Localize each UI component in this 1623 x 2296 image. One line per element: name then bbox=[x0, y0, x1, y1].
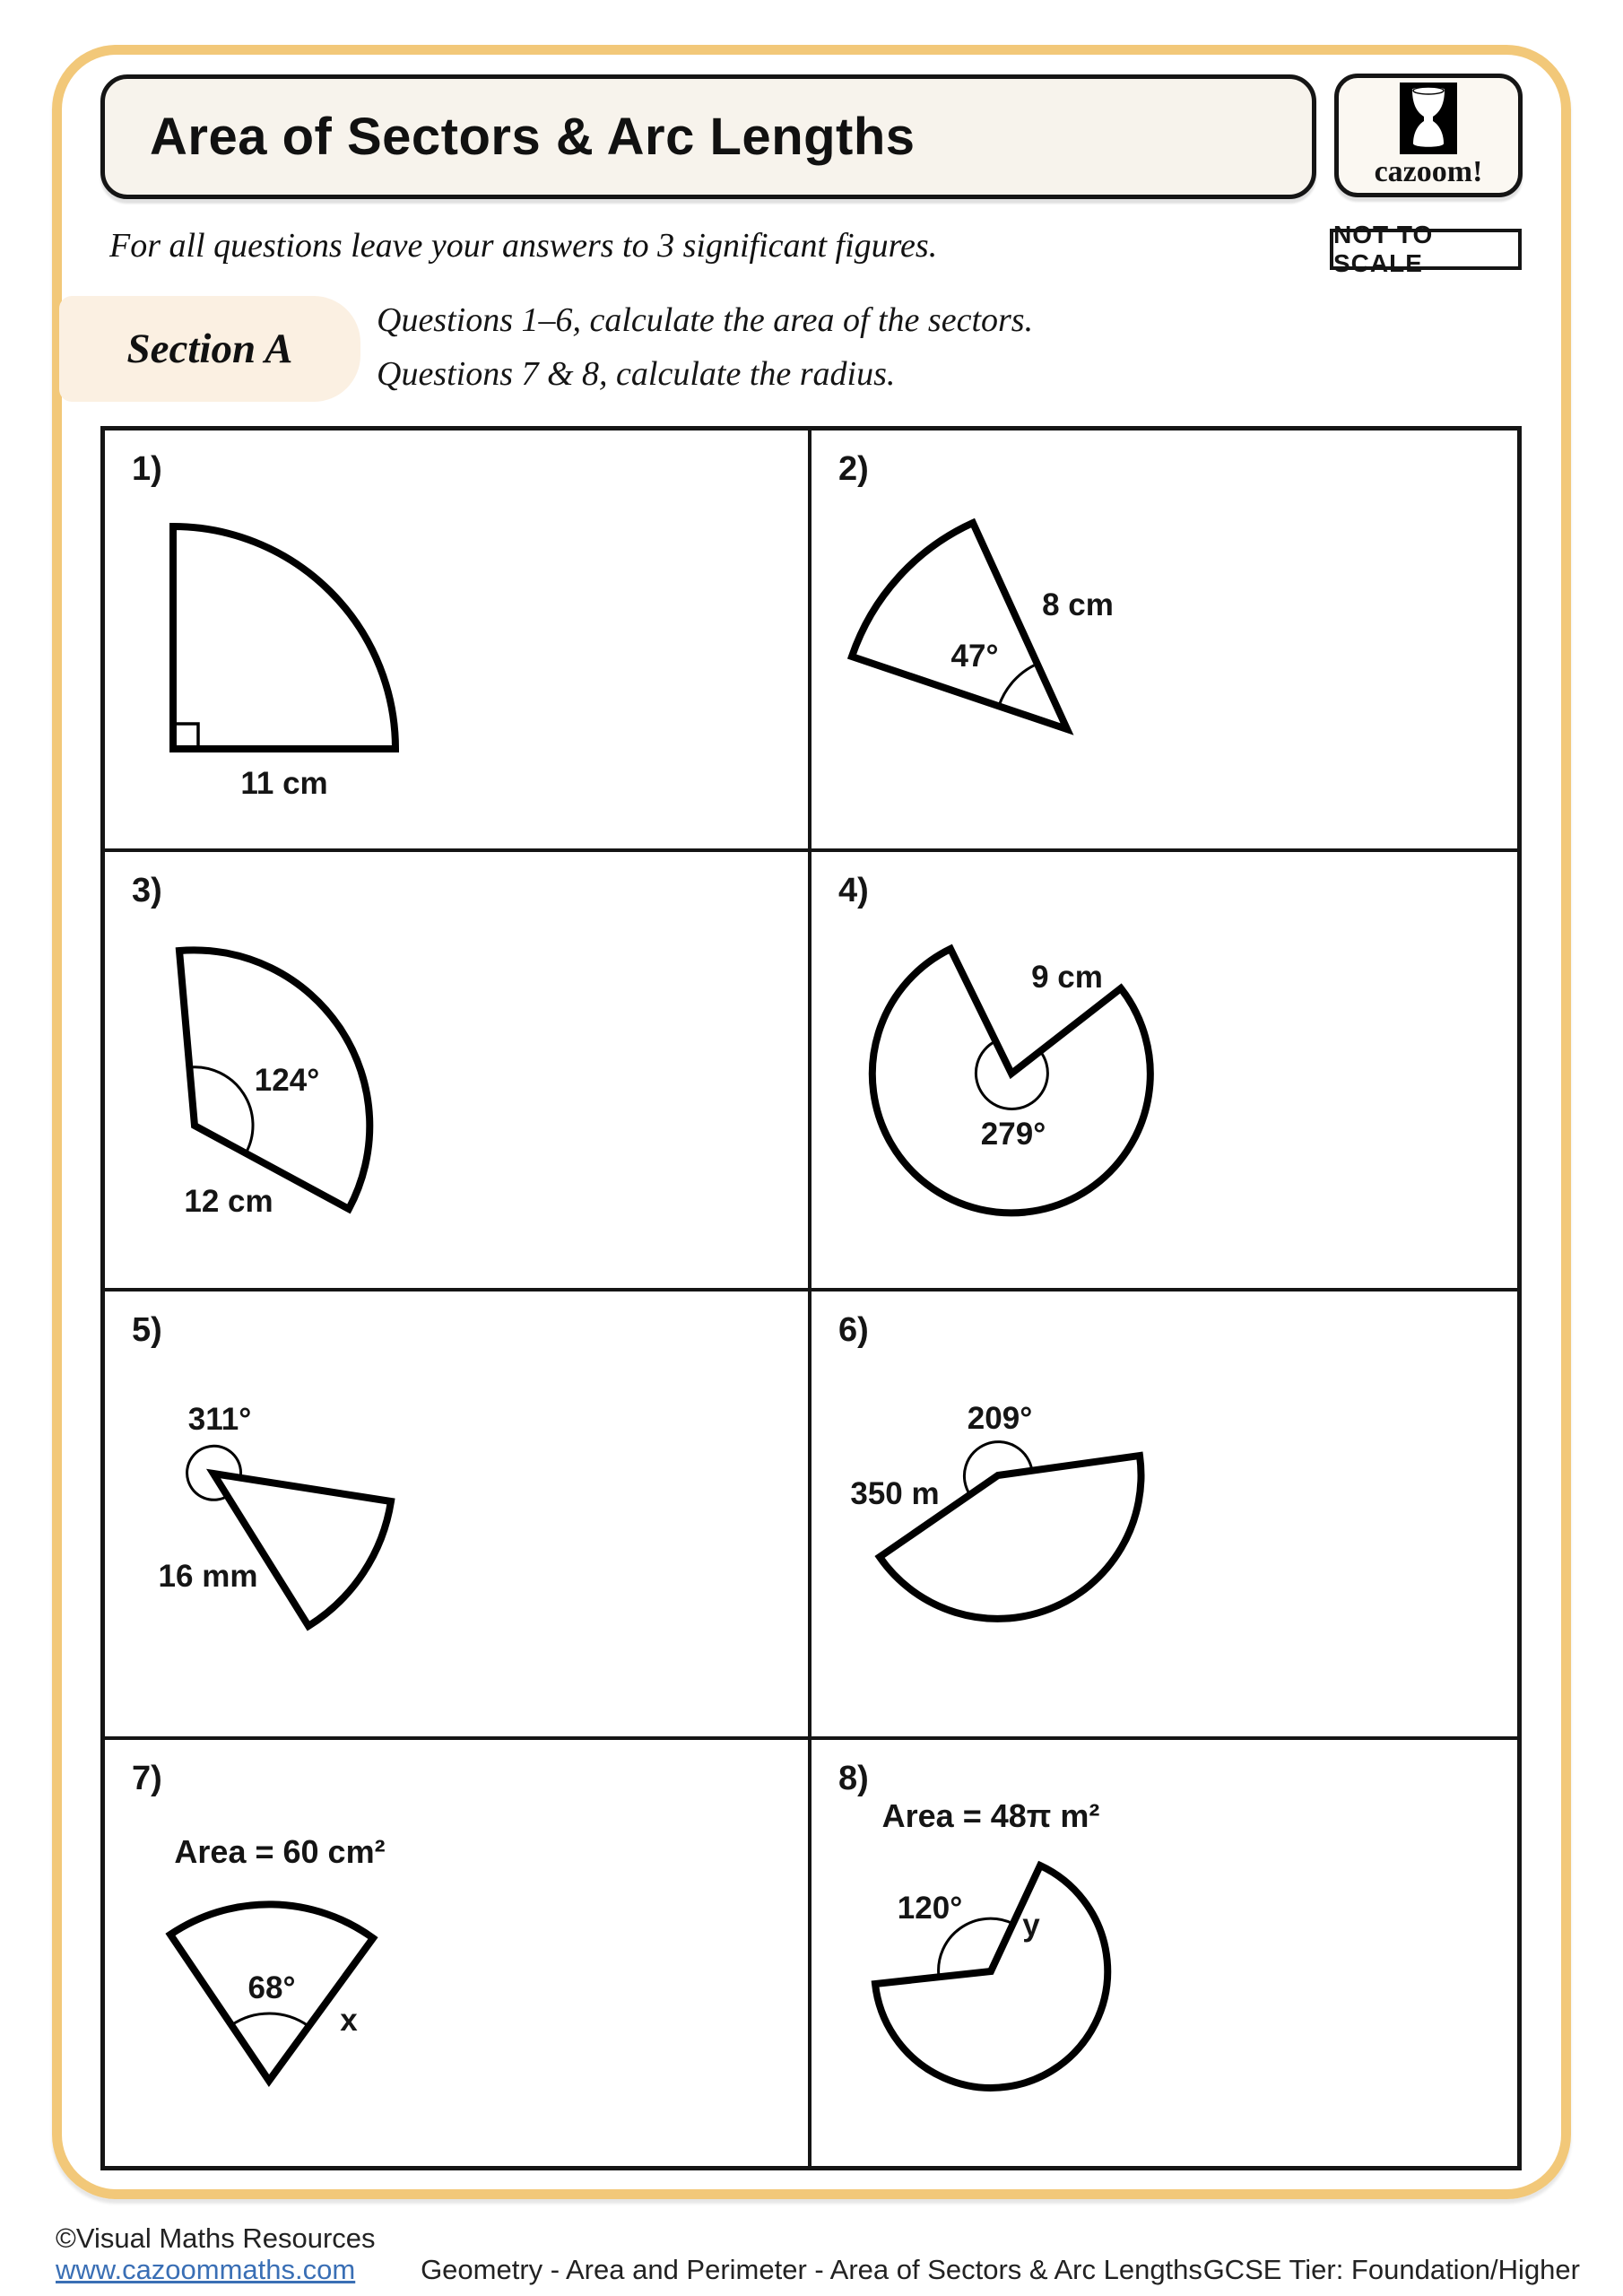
sector-diagram-311deg bbox=[105, 1292, 812, 1740]
page-title: Area of Sectors & Arc Lengths bbox=[150, 108, 916, 166]
logo-wordmark: cazoom! bbox=[1374, 154, 1483, 188]
question-number-6: 6) bbox=[838, 1311, 869, 1349]
title-box bbox=[100, 74, 1316, 199]
question-number-3: 3) bbox=[132, 872, 162, 909]
angle-label-q8: 120° bbox=[897, 1891, 963, 1926]
drum-icon bbox=[1400, 83, 1457, 154]
radius-label-q7: x bbox=[340, 2003, 358, 2038]
radius-label-q1: 11 cm bbox=[240, 766, 328, 801]
question-number-4: 4) bbox=[838, 872, 869, 909]
footer-copyright: ©Visual Maths Resources bbox=[56, 2222, 376, 2254]
radius-label-q6: 350 m bbox=[850, 1476, 940, 1511]
question-cell-6 bbox=[812, 1292, 1517, 1740]
not-to-scale-badge: NOT TO SCALE bbox=[1330, 229, 1522, 270]
angle-label-q2: 47° bbox=[950, 639, 999, 674]
question-number-1: 1) bbox=[132, 450, 162, 488]
question-cell-1 bbox=[105, 430, 812, 852]
footer-website-link[interactable]: www.cazoommaths.com bbox=[56, 2254, 356, 2285]
radius-label-q4: 9 cm bbox=[1031, 960, 1103, 995]
question-number-2: 2) bbox=[838, 450, 869, 488]
radius-label-q2: 8 cm bbox=[1042, 587, 1114, 622]
sector-diagram-quarter-circle bbox=[105, 430, 812, 852]
question-cell-4 bbox=[812, 852, 1517, 1292]
question-number-5: 5) bbox=[132, 1311, 162, 1349]
questions-grid bbox=[100, 426, 1522, 2170]
angle-label-q6: 209° bbox=[967, 1401, 1033, 1436]
question-cell-5 bbox=[105, 1292, 812, 1740]
question-number-7: 7) bbox=[132, 1760, 162, 1797]
section-instruction-1: Questions 1–6, calculate the area of the sectors. bbox=[377, 301, 1034, 339]
general-instruction: For all questions leave your answers to 3 significant figures. bbox=[109, 227, 938, 265]
question-cell-8 bbox=[812, 1740, 1517, 2166]
radius-label-q8: y bbox=[1022, 1908, 1040, 1943]
sector-diagram-68deg bbox=[105, 1740, 812, 2166]
angle-label-q4: 279° bbox=[980, 1117, 1046, 1152]
section-banner bbox=[59, 296, 360, 402]
question-cell-3 bbox=[105, 852, 812, 1292]
cazoom-logo bbox=[1334, 74, 1523, 197]
section-label: Section A bbox=[126, 326, 293, 372]
footer-topic-path: Geometry - Area and Perimeter - Area of Sectors & Arc Lengths bbox=[421, 2254, 1202, 2285]
sector-diagram-209deg bbox=[812, 1292, 1517, 1740]
question-cell-7 bbox=[105, 1740, 812, 2166]
footer-tier: GCSE Tier: Foundation/Higher bbox=[1202, 2254, 1580, 2285]
question-number-8: 8) bbox=[838, 1760, 869, 1797]
area-label-q8: Area = 48π m² bbox=[881, 1797, 1100, 1834]
radius-label-q3: 12 cm bbox=[184, 1184, 273, 1219]
sector-diagram-279deg bbox=[812, 852, 1517, 1292]
section-instruction-2: Questions 7 & 8, calculate the radius. bbox=[377, 355, 896, 393]
area-label-q7: Area = 60 cm² bbox=[174, 1833, 386, 1870]
question-cell-2 bbox=[812, 430, 1517, 852]
sector-diagram-47deg bbox=[812, 430, 1517, 852]
angle-label-q3: 124° bbox=[254, 1063, 320, 1098]
angle-label-q5: 311° bbox=[187, 1402, 252, 1437]
sector-diagram-124deg bbox=[105, 852, 812, 1292]
radius-label-q5: 16 mm bbox=[158, 1559, 258, 1594]
angle-label-q7: 68° bbox=[247, 1970, 296, 2005]
